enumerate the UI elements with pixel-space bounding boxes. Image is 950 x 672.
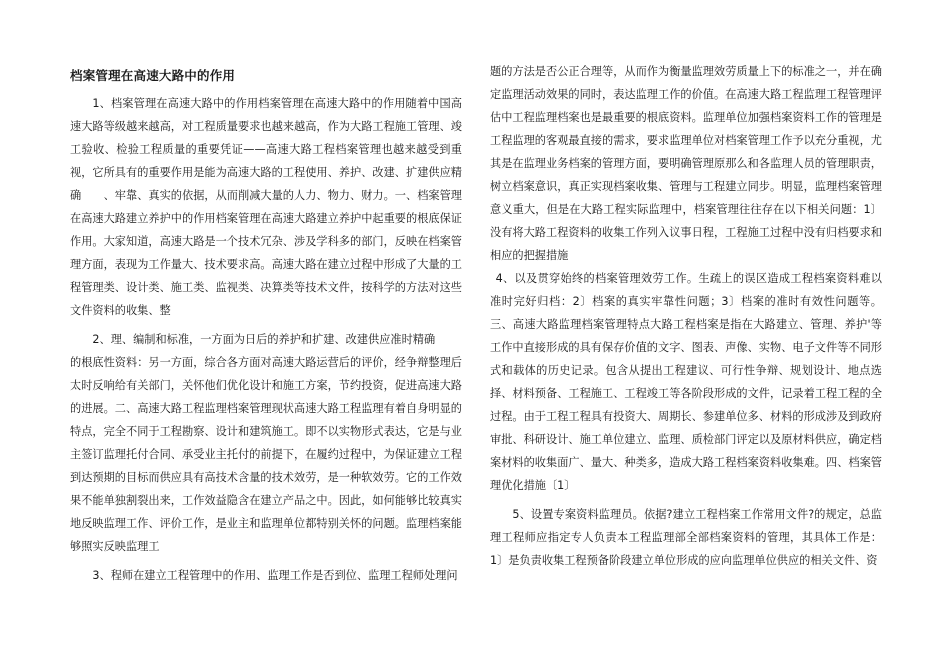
paragraph-3: 3、程师在建立工程管理中的作用、监理工作是否到位、监理工程师处理问 (92, 569, 458, 582)
paragraph-2: 2、理、编制和标准，一方面为日后的养护和扩建、改建供应准时精确 的根底性资料：另一方面，综合各方面对高速大路运营后的评价，经争辩整理后太时反响给有关部门，关怀他们优化设计和施工方案，节约投资，促进高速大路的进展。二、高速大路工程监理档案管理现状高速大路工程监理有着自身明显的特点，完全不同于工程勘察、设计和建筑施工。即不以实物形式表达，它是与业主签订监理托付合同、承受业主托付的前提下，在履约过程中，为保证建立工程到达预期的目标而供应具有高技术含量的技术效劳，是一种软效劳。它的工作效果不能单独割裂出来，工作效益隐含在建立产品之中。因此，如何能够比较真实地反映监理工作、评价工作，是业主和监理单位都特别关怀的问题。监理档案能够照实反映监理工 (70, 333, 462, 553)
paragraph-1: 1、档案管理在高速大路中的作用档案管理在高速大路中的作用随着中国高速大路等级越来越高，对工程质量要求也越来越高，作为大路工程施工管理、竣工验收、检验工程质量的重要凭证——高速大路工程档案管理也越来越受到重视，它所具有的重要作用是能为高速大路的工程使用、养护、改建、扩建供应精确 、牢靠、真实的依据，从而削减大量的人力、物力、财力。一、档案管理在高速大路建立养护中的作用档案管理在高速大路建立养护中起重要的根底保证作用。大家知道，高速大路是一个技术冗杂、涉及学科多的部门，反映在档案管理方面，表现为工作量大、技术要求高。高速大路在建立过程中形成了大量的工程管理类、设计类、施工类、监视类、决算类等技术文件，按科学的方法对这些文件资料的收集、整 (70, 97, 462, 317)
paragraph-4: 4、以及贯穿始终的档案管理效劳工作。生疏上的误区造成工程档案资料难以准时完好归档：2〕档案的真实牢靠性问题；3〕档案的准时有效性问题等。三、高速大路监理档案管理特点大路工程档案是指在大路建立、管理、养护'等工作中直接形成的具有保存价值的文字、图表、声像、实物、电子文件等不同形式和载体的历史记录。包含从提出工程建议、可行性争辩、规划设计、地点选择、材料预备、工程施工、工程竣工等各阶段形成的文件，记录着工程工程的全过程。由于工程工程具有投资大、周期长、参建单位多、材料的形成涉及到政府审批、科研设计、施工单位建立、监理、质检部门评定以及原材料供应，确定档案材料的收集面广、量大、种类多，造成大路工程档案资料收集难。四、档案管理优化措施〔1〕 (490, 272, 882, 492)
right-column (490, 60, 882, 572)
paragraph-5: 5、设置专案资料监理员。依据?建立工程档案工作常用文件?的规定，总监理工程师应指定专人负责本工程监理部全部档案资料的管理，其具体工作是：1〕是负责收集工程预备阶段建立单位形成的应向监理单位供应的相关文件、资 (490, 508, 882, 567)
left-column (70, 62, 462, 587)
document-title: 档案管理在高速大路中的作用 (70, 68, 236, 83)
paragraph-3-continued: 题的方法是否公正合理等，从而作为衡量监理效劳质量上下的标准之一，并在确定监理活动效果的同时，表达监理工作的价值。在高速大路工程监理工程管理评估中工程监理档案也是最重要的根底资料。监理单位加强档案资料工作的管理是工程监理的客观最直接的需求，要求监理单位对档案管理工作予以充分重视，尤其是在监理业务档案的管理方面，要明确管理原那么和各监理人员的管理职责，树立档案意识，真正实现档案收集、管理与工程建立同步。明显，监理档案管理意义重大，但是在大路工程实际监理中，档案管理往往存在以下相关问题：1〕没有将大路工程资料的收集工作列入议事日程，工程施工过程中没有归档要求和相应的把握措施 (490, 65, 882, 262)
